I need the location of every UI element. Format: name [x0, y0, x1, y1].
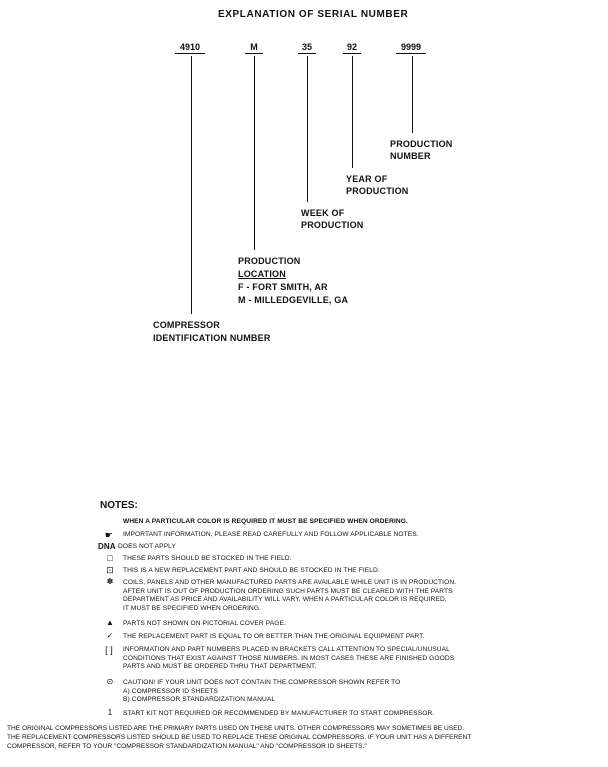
note-item: DOES NOT APPLY: [118, 543, 176, 550]
label-production-number: PRODUCTION NUMBER: [390, 139, 453, 161]
footer-text: THE ORIGINAL COMPRESSORS LISTED ARE THE PRIMARY PARTS USED ON THESE UNITS. OTHER COMPRESSORS MAY SOMETIMES BE USED. THE REPLACEMENT COMPRESSORS LISTED SHOULD BE USED TO REPLACE THESE ORIGINAL COMPRESSORS. IF YOUR UNIT HAS A DIFFERENT COMPRESSOR, REFER TO YOUR "COMPRESSOR STANDARDIZATION MANUAL" AND "COMPRESSOR ID SHEETS.": [7, 725, 472, 750]
label-week-of-production: WEEK OF PRODUCTION: [301, 208, 364, 230]
checkmark-icon: ✓: [106, 631, 114, 640]
leader-line-year: [352, 56, 353, 168]
note-item: THIS IS A NEW REPLACEMENT PART AND SHOULD BE STOCKED IN THE FIELD.: [123, 567, 380, 574]
note-item: WHEN A PARTICULAR COLOR IS REQUIRED IT MUST BE SPECIFIED WHEN ORDERING.: [123, 518, 408, 525]
label-production-location: PRODUCTION LOCATION F - FORT SMITH, AR M - MILLEDGEVILLE, GA: [238, 256, 349, 305]
notes-heading: NOTES:: [100, 500, 138, 511]
leader-line-location: [254, 56, 255, 250]
leader-line-production-number: [412, 56, 413, 133]
note-item: CAUTION! IF YOUR UNIT DOES NOT CONTAIN THE COMPRESSOR SHOWN REFER TO A) COMPRESSOR ID SHEETS B) COMPRESSOR STANDARDIZATION MANUAL: [123, 679, 401, 704]
leader-line-week: [307, 56, 308, 202]
dotted-square-icon: ⊡: [106, 565, 114, 575]
serial-code-location: M: [245, 42, 263, 54]
note-item: THE REPLACEMENT PART IS EQUAL TO OR BETTER THAN THE ORIGINAL EQUIPMENT PART.: [123, 633, 425, 640]
serial-code-production-number: 9999: [396, 42, 426, 54]
label-compressor-identification: COMPRESSOR IDENTIFICATION NUMBER: [153, 320, 271, 343]
serial-code-week: 35: [298, 42, 316, 54]
location-option-milledgeville: M - MILLEDGEVILLE, GA: [238, 295, 349, 305]
brackets-icon: [ ]: [105, 645, 113, 655]
note-number-1: 1: [107, 708, 113, 717]
serial-code-year: 92: [343, 42, 361, 54]
note-item: COILS, PANELS AND OTHER MANUFACTURED PARTS ARE AVAILABLE WHILE UNIT IS IN PRODUCTION. AFTER UNIT IS OUT OF PRODUCTION ORDERING SUCH PARTS MUST BE CLEARED WITH THE PARTS DEPARTMENT AS PRICE AND AVAILABILITY WILL VARY. WHEN A PARTICULAR COLOR IS REQUIRED, IT MUST BE SPECIFIED WHEN ORDERING.: [123, 579, 457, 612]
note-item: THESE PARTS SHOULD BE STOCKED IN THE FIELD.: [123, 555, 292, 562]
location-option-fort-smith: F - FORT SMITH, AR: [238, 282, 328, 292]
dna-symbol: DNA: [98, 542, 116, 551]
telephone-icon: ✽: [106, 577, 114, 586]
page-title: EXPLANATION OF SERIAL NUMBER: [218, 9, 409, 20]
note-item: IMPORTANT INFORMATION, PLEASE READ CAREFULLY AND FOLLOW APPLICABLE NOTES.: [123, 531, 419, 538]
square-icon: □: [107, 553, 113, 563]
serial-code-compressor-id: 4910: [175, 42, 205, 54]
note-item: PARTS NOT SHOWN ON PICTORIAL COVER PAGE.: [123, 620, 286, 627]
pointing-hand-icon: ☛: [104, 530, 114, 540]
triangle-icon: ▲: [105, 618, 115, 627]
label-year-of-production: YEAR OF PRODUCTION: [346, 174, 409, 196]
leader-line-compressor-id: [191, 56, 192, 314]
note-item: INFORMATION AND PART NUMBERS PLACED IN BRACKETS CALL ATTENTION TO SPECIAL/UNUSUAL CONDITIONS THAT EXIST AGAINST THOSE NUMBERS. IN MOST CASES THESE ARE FINISHED GOODS PARTS AND MUST BE ORDERED THRU THAT DEPARTMENT.: [123, 646, 455, 671]
note-item: START KIT NOT REQUIRED OR RECOMMENDED BY MANUFACTURER TO START COMPRESSOR.: [123, 710, 435, 717]
caution-icon: ⊙: [106, 677, 114, 686]
